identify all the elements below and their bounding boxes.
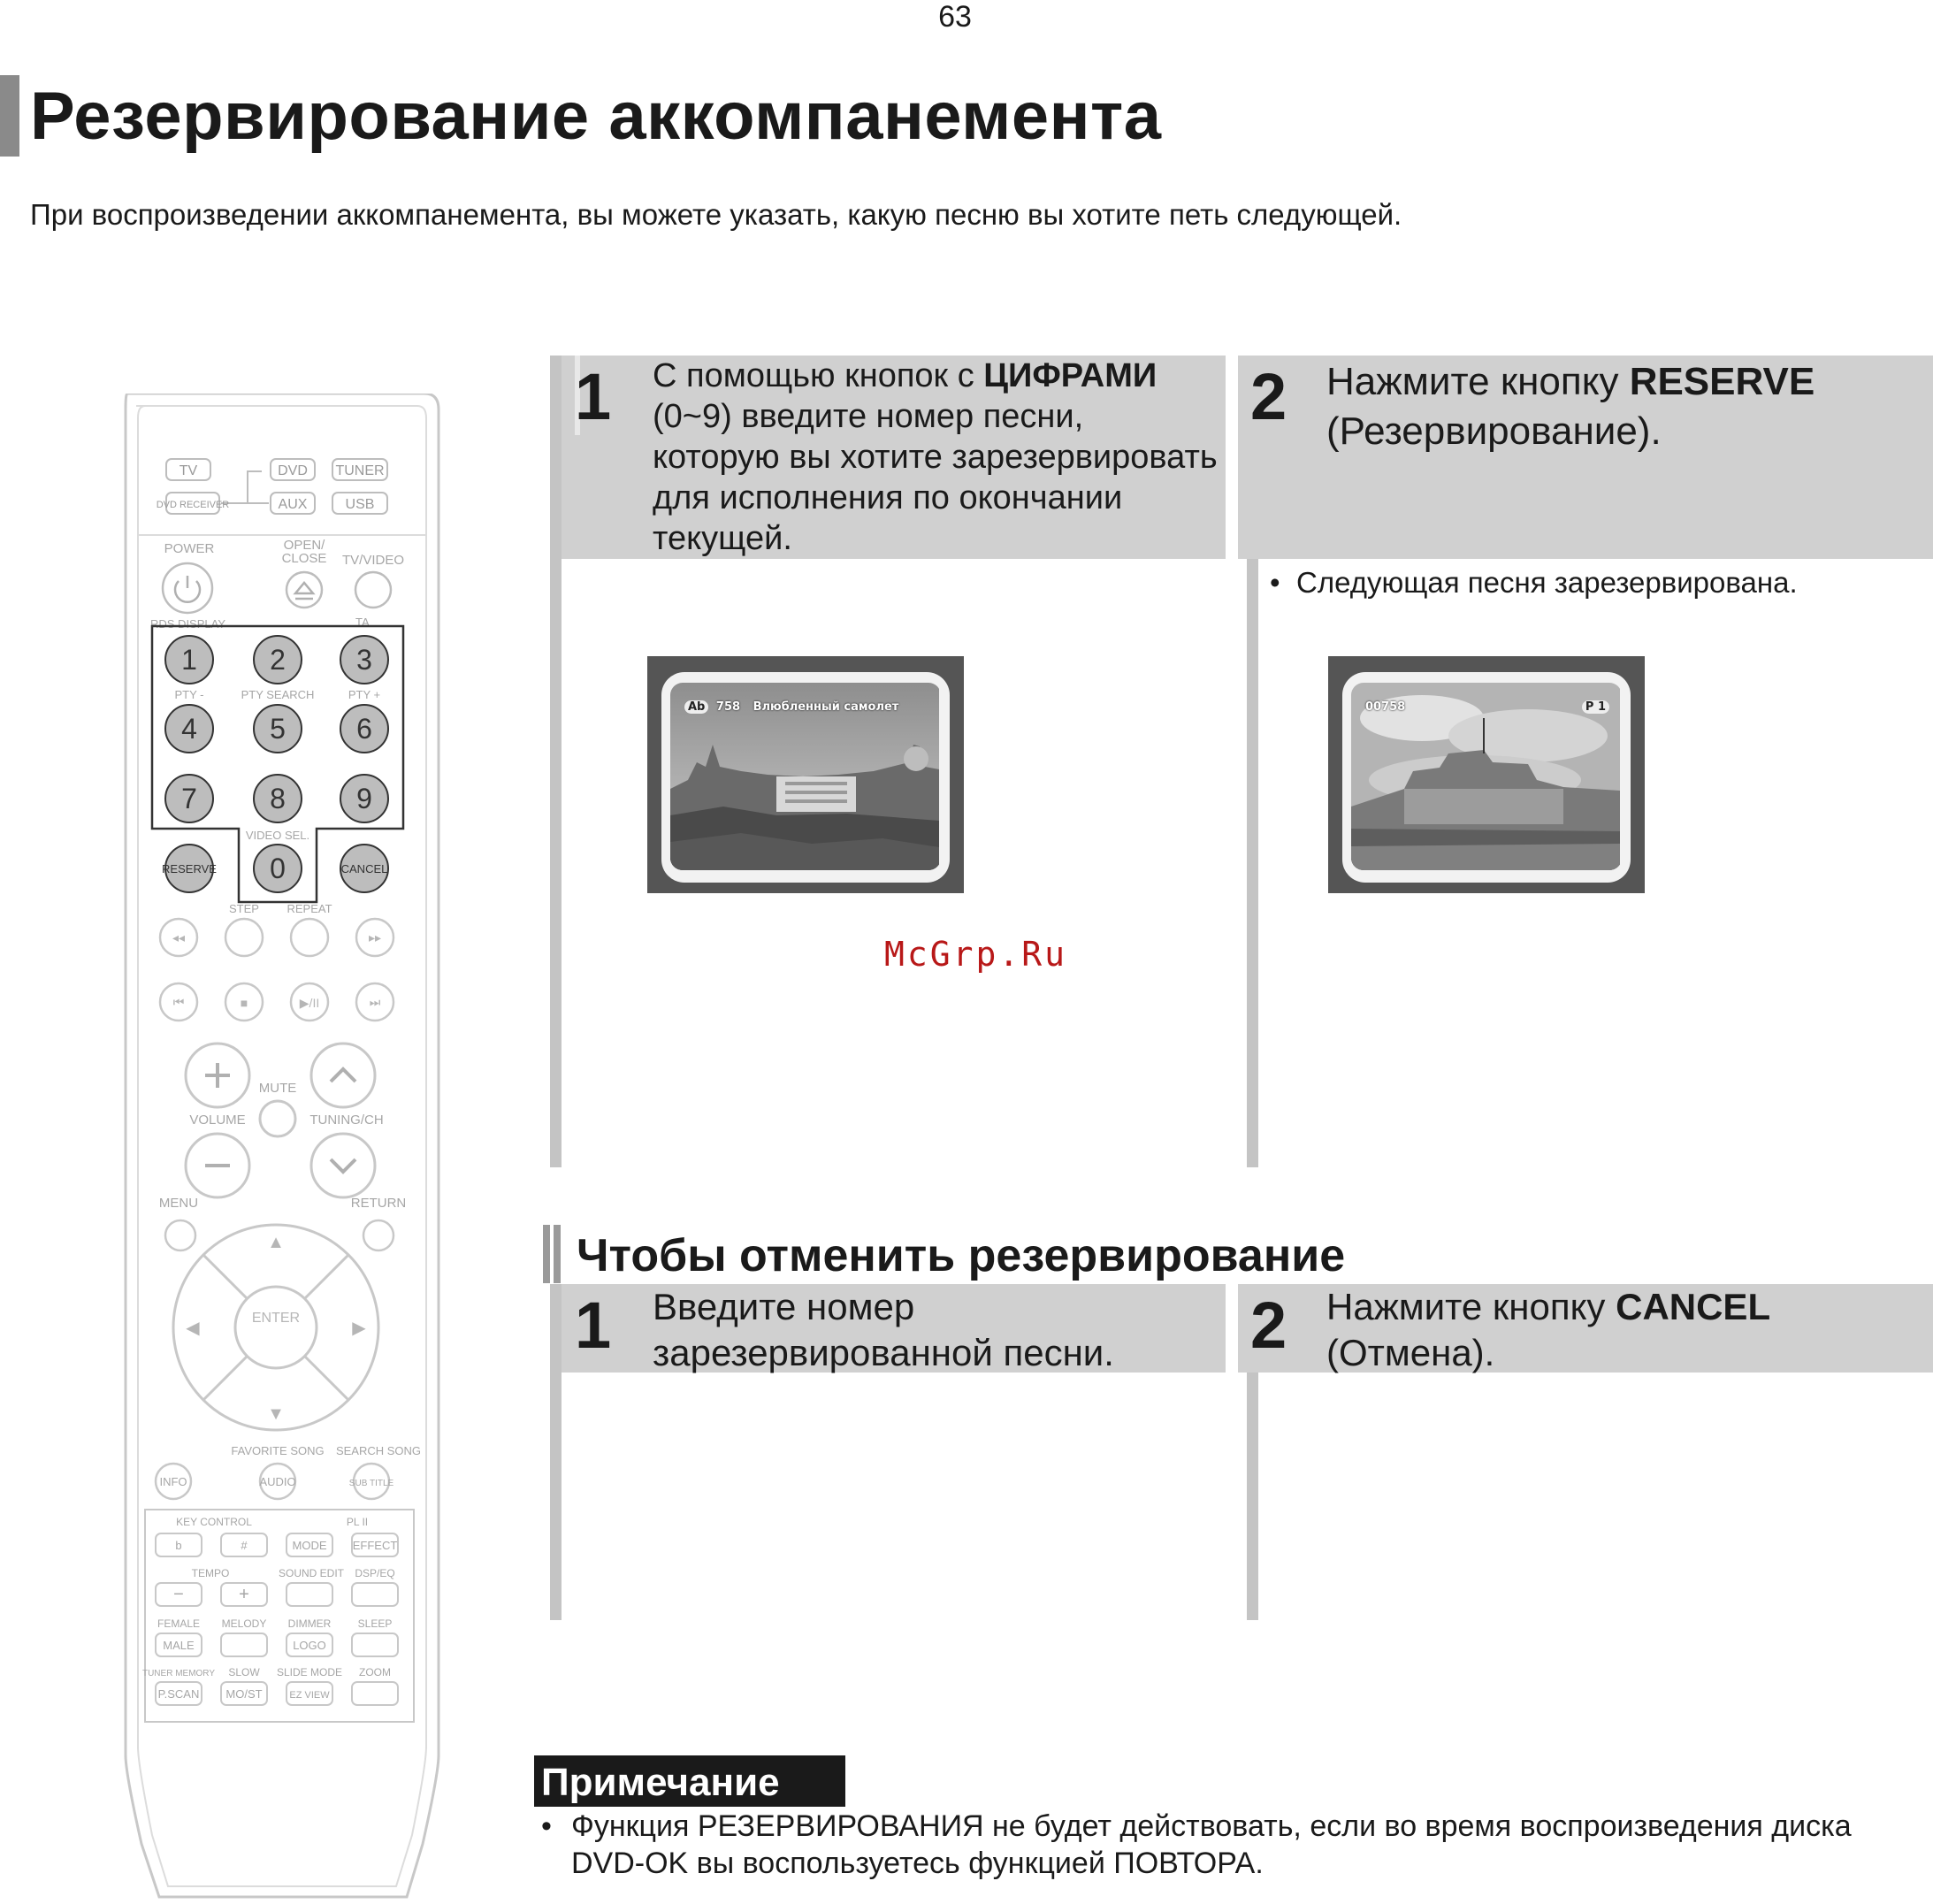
slide-mode-label: SLIDE MODE <box>276 1666 343 1678</box>
remote-control <box>115 394 451 1904</box>
up-arrow-icon[interactable]: ▲ <box>267 1233 285 1252</box>
page-number: 63 <box>938 0 972 34</box>
pty-search-label: PTY SEARCH <box>241 688 315 701</box>
p-scan-label: P.SCAN <box>157 1687 200 1701</box>
plus-icon: + <box>239 1585 249 1604</box>
note-item: • Функция РЕЗЕРВИРОВАНИЯ не будет действовать, если во время воспроизведения диска DVD-OK вы воспользуетесь функцией ПОВТОРА. <box>541 1809 1852 1880</box>
logo-label: LOGO <box>293 1639 326 1652</box>
reserve-step-1-text: С помощью кнопок с ЦИФРАМИ (0~9) введите номер песни, которую вы хотите зарезервировать для исполнения по окончании текущей. <box>653 357 1218 557</box>
pl2-label: PL II <box>346 1516 369 1528</box>
zoom-label: ZOOM <box>359 1666 391 1678</box>
left-arrow-icon[interactable]: ◀ <box>186 1319 200 1338</box>
open-close-label: CLOSE <box>281 551 327 566</box>
digit-3-label: 3 <box>356 644 372 676</box>
tv-video-label: TV/VIDEO <box>341 553 405 568</box>
minus-icon: − <box>173 1585 184 1604</box>
key-control-label: KEY CONTROL <box>176 1516 252 1528</box>
mode-label: MODE <box>292 1539 327 1552</box>
previous-icon: ⏮ <box>172 995 185 1009</box>
dvd-receiver-button[interactable]: DVD RECEIVER <box>156 500 230 510</box>
open-close-label: OPEN/ <box>283 538 325 553</box>
cancel-step-1-text: Введите номер зарезервированной песни. <box>653 1286 1114 1373</box>
cancel-label: CANCEL <box>340 862 388 876</box>
male-label: MALE <box>163 1639 195 1652</box>
pty-minus-label: PTY - <box>174 688 204 701</box>
info-label: INFO <box>159 1475 187 1488</box>
sleep-label: SLEEP <box>357 1617 393 1630</box>
cancel-section-title: Чтобы отменить резервирование <box>577 1230 1346 1281</box>
rewind-icon: ◂◂ <box>172 930 186 944</box>
search-song-label: SEARCH SONG <box>335 1444 422 1457</box>
divider-rule <box>550 356 562 1167</box>
intro-text: При воспроизведении аккомпанемента, вы можете указать, какую песню вы хотите петь следующей. <box>30 198 1402 231</box>
volume-label: VOLUME <box>189 1113 246 1128</box>
reserve-bullet: • Следующая песня зарезервирована. <box>1270 566 1798 599</box>
slow-label: SLOW <box>228 1666 260 1678</box>
repeat-label: REPEAT <box>287 902 332 915</box>
note-label: Примечание <box>534 1755 845 1807</box>
dimmer-label: DIMMER <box>287 1617 332 1630</box>
karaoke-badge: Ab <box>684 700 708 714</box>
play-pause-icon: ▶/II <box>299 996 320 1010</box>
cancel-step-1-number: 1 <box>575 1288 612 1362</box>
tv-button[interactable]: TV <box>179 463 198 478</box>
ez-view-label: EZ VIEW <box>289 1690 330 1701</box>
down-arrow-icon[interactable]: ▼ <box>267 1404 285 1424</box>
osd-line <box>684 700 898 714</box>
divider-rule <box>1247 1373 1258 1620</box>
reserve-label: RESERVE <box>162 862 217 876</box>
dsp-eq-label: DSP/EQ <box>355 1567 395 1579</box>
right-arrow-icon[interactable]: ▶ <box>352 1319 366 1338</box>
tempo-label: TEMPO <box>191 1567 230 1579</box>
tv-screen-city <box>647 656 964 893</box>
dvd-button[interactable]: DVD <box>278 463 308 478</box>
digit-7-label: 7 <box>181 783 197 814</box>
page-title: Резервирование аккомпанемента <box>30 79 1162 154</box>
melody-label: MELODY <box>221 1617 267 1630</box>
cancel-step-2-text: Нажмите кнопку CANCEL (Отмена). <box>1326 1286 1771 1373</box>
stop-icon: ■ <box>240 996 248 1010</box>
song-number: 758 <box>715 700 741 714</box>
female-label: FEMALE <box>157 1617 201 1630</box>
enter-label: ENTER <box>251 1311 301 1326</box>
ta-label: TA <box>355 616 370 629</box>
audio-label: AUDIO <box>259 1475 296 1488</box>
reserve-step-1-number: 1 <box>575 360 612 433</box>
key-flat-label: b <box>175 1539 182 1552</box>
divider-rule <box>1247 559 1258 1167</box>
tuning-ch-label: TUNING/CH <box>309 1113 384 1128</box>
favorite-song-label: FAVORITE SONG <box>231 1444 325 1457</box>
usb-button[interactable]: USB <box>345 497 375 512</box>
key-sharp-label: # <box>241 1539 248 1552</box>
digit-1-label: 1 <box>181 644 197 676</box>
sound-edit-label: SOUND EDIT <box>278 1567 345 1579</box>
pty-plus-label: PTY + <box>348 688 381 701</box>
tv-screen-fortress <box>1328 656 1645 893</box>
rds-display-label: RDS DISPLAY <box>150 617 226 631</box>
digit-4-label: 4 <box>181 713 197 745</box>
fortress-image <box>1351 683 1622 870</box>
power-label: POWER <box>164 541 215 556</box>
digit-8-label: 8 <box>270 783 286 814</box>
digit-5-label: 5 <box>270 713 286 745</box>
digit-0-label: 0 <box>270 853 286 884</box>
mo-st-label: MO/ST <box>225 1687 263 1701</box>
tuner-button[interactable]: TUNER <box>335 463 385 478</box>
divider-rule <box>550 1284 562 1620</box>
song-title: Влюбленный самолет <box>753 700 899 714</box>
step-label: STEP <box>229 902 259 915</box>
effect-label: EFFECT <box>352 1539 398 1552</box>
aux-button[interactable]: AUX <box>278 497 308 512</box>
city-skyline-image <box>670 683 941 870</box>
video-sel-label: VIDEO SEL. <box>245 829 310 842</box>
title-accent-bar <box>0 75 19 157</box>
mute-label: MUTE <box>258 1081 297 1096</box>
reserve-step-2-number: 2 <box>1250 360 1287 433</box>
tuner-memory-label: TUNER MEMORY <box>141 1669 216 1678</box>
cancel-step-2-number: 2 <box>1250 1288 1287 1362</box>
subtitle-label: SUB TITLE <box>348 1479 394 1488</box>
digit-9-label: 9 <box>356 783 372 814</box>
fast-forward-icon: ▸▸ <box>368 930 382 944</box>
watermark-text: McGrp.Ru <box>884 935 1068 974</box>
reserve-step-2-text: Нажмите кнопку RESERVE (Резервирование). <box>1326 360 1815 453</box>
osd-reserved-number: 00758 <box>1365 700 1406 714</box>
osd-reserve-badge: P 1 <box>1582 700 1609 714</box>
return-label: RETURN <box>350 1196 407 1211</box>
digit-6-label: 6 <box>356 713 372 745</box>
menu-label: MENU <box>158 1196 199 1211</box>
digit-2-label: 2 <box>270 644 286 676</box>
next-icon: ⏭ <box>369 995 381 1009</box>
subheading-accent-bars <box>543 1225 564 1283</box>
